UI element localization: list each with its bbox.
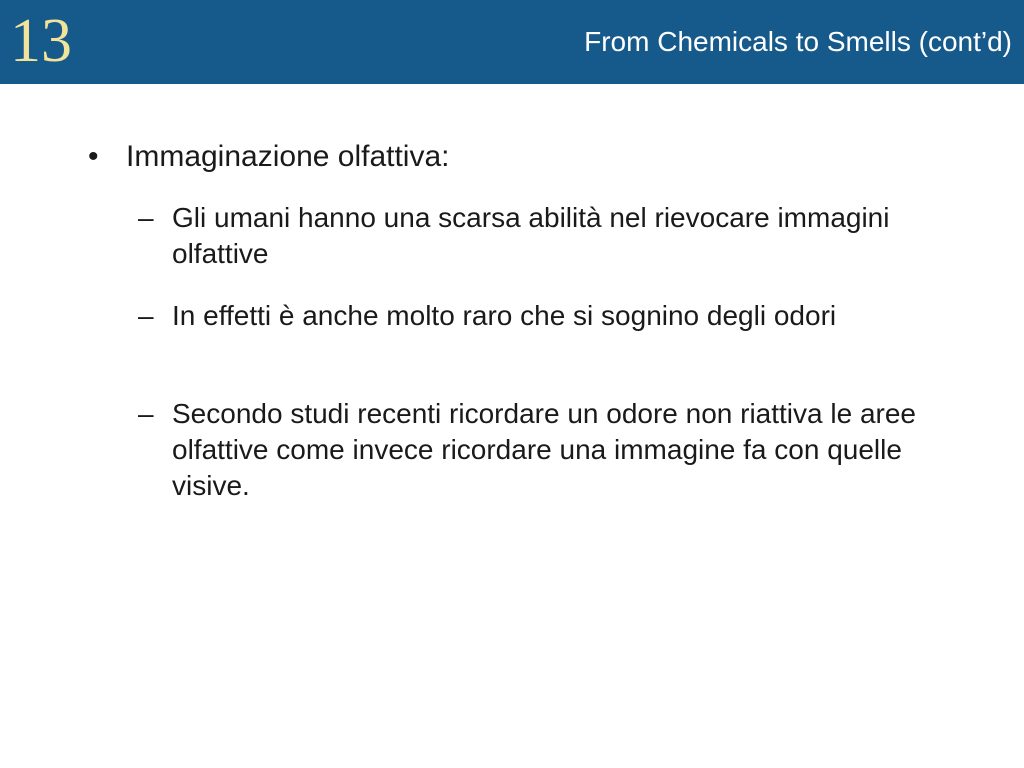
sub-item (138, 298, 938, 334)
bullet-text: Immaginazione olfattiva: (126, 140, 450, 173)
bullet-marker: • (88, 140, 99, 173)
sub-item-text: Secondo studi recenti ricordare un odore non riattiva le aree olfattive come invece ricordare una immagine fa con quelle visive. (172, 398, 916, 501)
chapter-number: 13 (10, 7, 72, 75)
sub-item-text: Gli umani hanno una scarsa abilità nel rievocare immagini olfattive (172, 202, 890, 269)
dash-marker: – (138, 300, 154, 331)
dash-marker: – (138, 398, 154, 429)
sub-item (138, 200, 938, 272)
bullet-item (88, 138, 450, 176)
dash-marker: – (138, 202, 154, 233)
sub-item-text: In effetti è anche molto raro che si sognino degli odori (172, 300, 837, 331)
sub-item (138, 396, 938, 504)
slide-title: From Chemicals to Smells (cont’d) (584, 26, 1012, 57)
